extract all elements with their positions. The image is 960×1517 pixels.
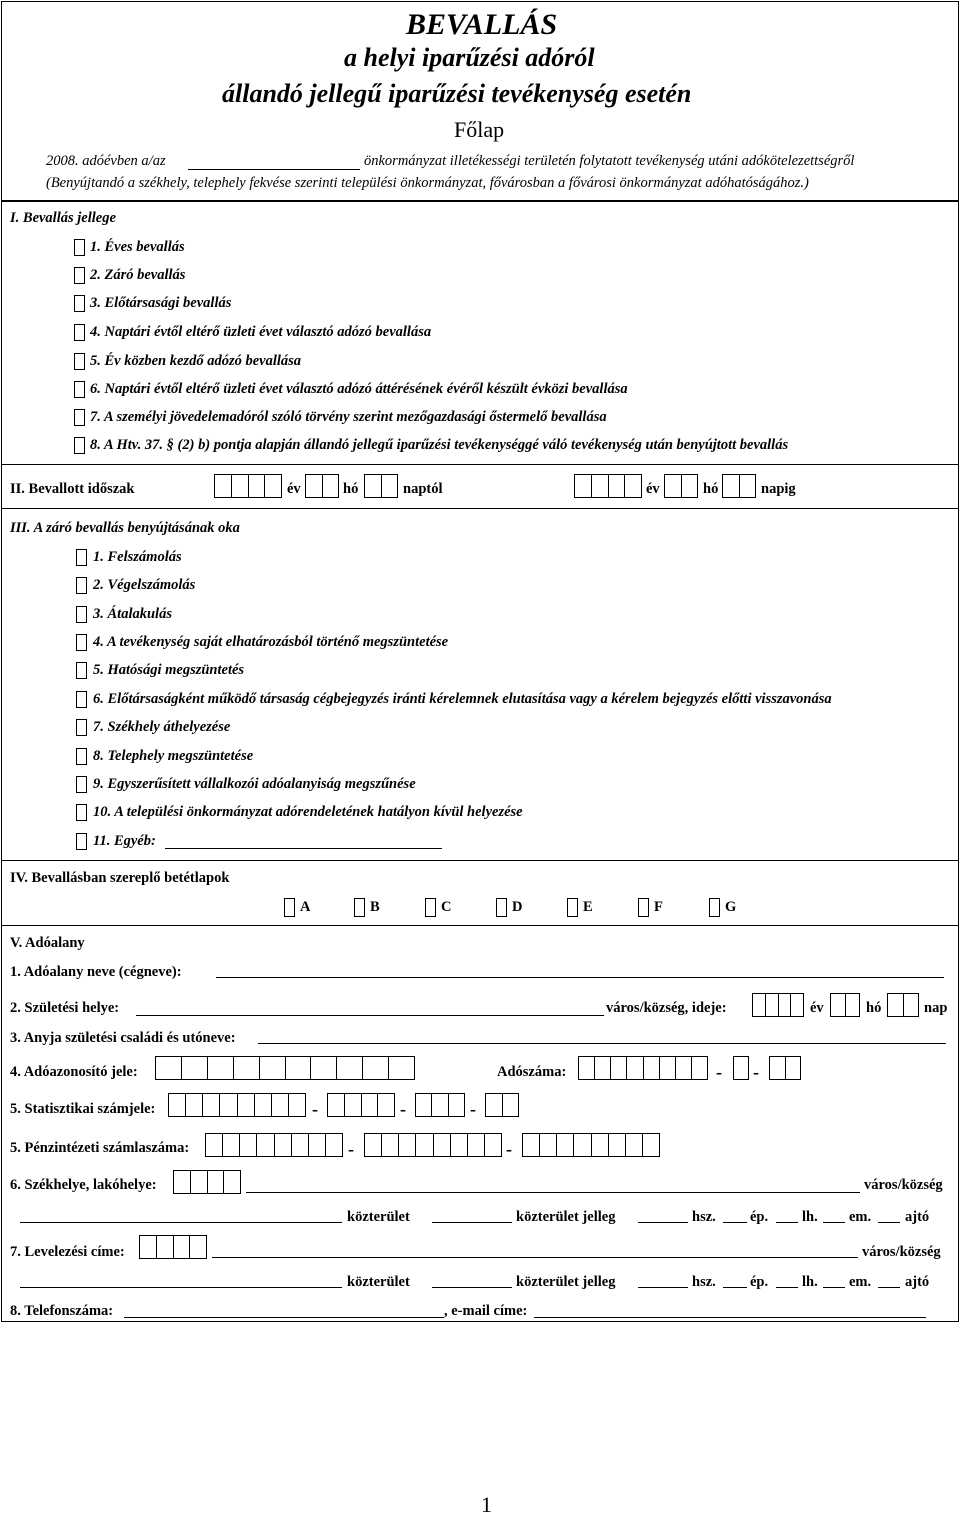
checkbox-fiscal-year[interactable] — [74, 324, 85, 341]
mailing-building-field[interactable] — [723, 1287, 747, 1288]
mailing-house-no-field[interactable] — [638, 1287, 688, 1288]
reason-eva-end: 9. Egyszerűsített vállalkozói adóalanyiság megszűnése — [93, 776, 416, 792]
page-number: 1 — [481, 1492, 492, 1517]
taxpayer-name-field[interactable] — [216, 977, 944, 978]
birth-year-label: év — [810, 1000, 824, 1016]
house-no-label: hsz. — [692, 1209, 716, 1225]
bank-account-label: 5. Pénzintézeti számlaszáma: — [10, 1140, 190, 1156]
checkbox-official-termination[interactable] — [76, 662, 87, 679]
reason-official-termination: 5. Hatósági megszüntetés — [93, 662, 245, 678]
checkbox-own-termination[interactable] — [76, 634, 87, 651]
period-end-year-input[interactable] — [574, 474, 642, 498]
birth-day-label: nap — [924, 1000, 948, 1016]
floor-label: em. — [849, 1209, 872, 1225]
checkbox-sheet-e[interactable] — [567, 898, 578, 917]
checkbox-liquidation[interactable] — [76, 549, 87, 566]
option-annual: 1. Éves bevallás — [90, 239, 185, 255]
year-line-a: 2008. adóévben a/az — [46, 153, 166, 169]
street-type-label: közterület jelleg — [516, 1209, 616, 1225]
reason-transformation: 3. Átalakulás — [93, 606, 172, 622]
stat-code-part3-input[interactable] — [415, 1093, 465, 1117]
section-3-title: III. A záró bevallás benyújtásának oka — [10, 520, 240, 536]
seat-building-field[interactable] — [723, 1222, 747, 1223]
reason-site-closure: 8. Telephely megszüntetése — [93, 748, 254, 764]
month-label-2: hó — [703, 481, 719, 497]
checkbox-midyear-start[interactable] — [74, 353, 85, 370]
checkbox-annual[interactable] — [74, 239, 85, 256]
period-start-month-input[interactable] — [305, 474, 339, 498]
seat-floor-field[interactable] — [823, 1222, 845, 1223]
reason-liquidation: 1. Felszámolás — [93, 549, 182, 565]
page-label: Főlap — [454, 117, 505, 142]
to-day-label: napig — [761, 481, 796, 497]
dash: - — [400, 1099, 406, 1119]
checkbox-sheet-d[interactable] — [496, 898, 507, 917]
section-2-title: II. Bevallott időszak — [10, 481, 135, 497]
period-start-year-input[interactable] — [214, 474, 282, 498]
birth-place-label: 2. Születési helye: — [10, 1000, 120, 1016]
checkbox-sheet-c[interactable] — [425, 898, 436, 917]
birth-month-input[interactable] — [830, 993, 860, 1017]
house-no-label: hsz. — [692, 1274, 716, 1290]
option-farmer: 7. A személyi jövedelemadóról szóló törvény szerint mezőgazdasági őstermelő bevallása — [90, 409, 607, 425]
bank-account-part3-input[interactable] — [522, 1133, 660, 1157]
street-label: közterület — [347, 1274, 410, 1290]
tax-number-label: Adószáma: — [497, 1064, 567, 1080]
stat-code-part2-input[interactable] — [327, 1093, 395, 1117]
staircase-label: lh. — [802, 1274, 818, 1290]
tax-id-label: 4. Adóazonosító jele: — [10, 1064, 138, 1080]
city-date-label: város/község, ideje: — [606, 1000, 727, 1016]
checkbox-sheet-b[interactable] — [354, 898, 365, 917]
period-end-day-input[interactable] — [722, 474, 756, 498]
door-label: ajtó — [905, 1274, 930, 1290]
birth-year-input[interactable] — [752, 993, 804, 1017]
street-type-label: közterület jelleg — [516, 1274, 616, 1290]
birth-day-input[interactable] — [887, 993, 919, 1017]
checkbox-decree-repeal[interactable] — [76, 804, 87, 821]
phone-field[interactable] — [124, 1317, 444, 1318]
tax-number-county-input[interactable] — [769, 1056, 801, 1080]
option-pre-company: 3. Előtársasági bevallás — [90, 295, 232, 311]
submission-note: (Benyújtandó a székhely, telephely fekvése szerinti települési önkormányzat, fővárosban a fővárosi önkormányzat adóhatóságához.) — [46, 175, 809, 191]
building-label: ép. — [750, 1274, 769, 1290]
checkbox-sheet-f[interactable] — [638, 898, 649, 917]
mailing-door-field[interactable] — [878, 1287, 900, 1288]
year-line-b: önkormányzat illetékességi területén folytatott tevékenység utáni adókötelezettségről — [364, 153, 855, 169]
tax-id-input[interactable] — [155, 1056, 415, 1080]
sheet-e-label: E — [583, 899, 593, 915]
checkbox-transition[interactable] — [74, 381, 85, 398]
checkbox-htv[interactable] — [74, 437, 85, 454]
option-htv: 8. A Htv. 37. § (2) b) pontja alapján állandó jellegű iparűzési tevékenységgé váló tevékenység után benyújtott bevallás — [90, 437, 789, 453]
mailing-street-type-field[interactable] — [432, 1287, 512, 1288]
phone-label: 8. Telefonszáma: — [10, 1303, 114, 1319]
seat-zip-input[interactable] — [173, 1170, 241, 1194]
form-subtitle-2: állandó jellegű iparűzési tevékenység esetén — [222, 79, 692, 108]
reason-pre-company-rejected: 6. Előtársaságként működő társaság cégbejegyzés iránti kérelemnek elutasítása vagy a kérelem bejegyzés előtti visszavonása — [93, 691, 832, 707]
mailing-staircase-field[interactable] — [776, 1287, 798, 1288]
checkbox-eva-end[interactable] — [76, 776, 87, 793]
taxpayer-name-label: 1. Adóalany neve (cégneve): — [10, 964, 182, 980]
checkbox-sheet-g[interactable] — [709, 898, 720, 917]
section-4-title: IV. Bevallásban szereplő betétlapok — [10, 870, 230, 886]
checkbox-dissolution[interactable] — [76, 577, 87, 594]
birth-month-label: hó — [866, 1000, 882, 1016]
building-label: ép. — [750, 1209, 769, 1225]
dash: - — [470, 1099, 476, 1119]
checkbox-seat-relocation[interactable] — [76, 719, 87, 736]
sheet-g-label: G — [725, 899, 737, 915]
stat-code-part1-input[interactable] — [168, 1093, 306, 1117]
dash: - — [753, 1062, 759, 1082]
year-label: év — [287, 481, 301, 497]
seat-door-field[interactable] — [878, 1222, 900, 1223]
month-label: hó — [343, 481, 359, 497]
mailing-floor-field[interactable] — [823, 1287, 845, 1288]
checkbox-pre-company[interactable] — [74, 295, 85, 312]
city-label: város/község — [864, 1177, 943, 1193]
sheet-f-label: F — [654, 899, 663, 915]
sheet-b-label: B — [370, 899, 380, 915]
mailing-zip-input[interactable] — [139, 1235, 207, 1259]
divider — [1, 508, 959, 509]
form-subtitle: a helyi iparűzési adóról — [344, 43, 595, 72]
other-reason-field[interactable] — [165, 848, 442, 849]
reason-dissolution: 2. Végelszámolás — [93, 577, 196, 593]
sheet-c-label: C — [441, 899, 452, 915]
dash: - — [312, 1099, 318, 1119]
stat-code-label: 5. Statisztikai számjele: — [10, 1101, 156, 1117]
option-final: 2. Záró bevallás — [90, 267, 186, 283]
period-end-month-input[interactable] — [664, 474, 698, 498]
checkbox-farmer[interactable] — [74, 409, 85, 426]
mailing-city-field[interactable] — [212, 1257, 858, 1258]
mailing-address-label: 7. Levelezési címe: — [10, 1244, 125, 1260]
checkbox-transformation[interactable] — [76, 606, 87, 623]
dash: - — [716, 1062, 722, 1082]
bank-account-part2-input[interactable] — [364, 1133, 502, 1157]
stat-code-part4-input[interactable] — [485, 1093, 519, 1117]
option-fiscal-year: 4. Naptári évtől eltérő üzleti évet választó adózó bevallása — [90, 324, 432, 340]
divider — [1, 925, 959, 926]
municipality-field[interactable] — [188, 169, 360, 170]
divider — [1, 860, 959, 861]
seat-house-no-field[interactable] — [638, 1222, 688, 1223]
sheet-a-label: A — [300, 899, 311, 915]
seat-city-field[interactable] — [246, 1192, 860, 1193]
dash: - — [348, 1139, 354, 1159]
reason-seat-relocation: 7. Székhely áthelyezése — [93, 719, 231, 735]
seat-street-type-field[interactable] — [432, 1222, 512, 1223]
email-field[interactable] — [534, 1317, 926, 1318]
tax-number-vat-input[interactable] — [733, 1056, 749, 1080]
door-label: ajtó — [905, 1209, 930, 1225]
mother-name-field[interactable] — [258, 1043, 946, 1044]
city-label: város/község — [862, 1244, 941, 1260]
sheet-d-label: D — [512, 899, 523, 915]
mother-name-label: 3. Anyja születési családi és utóneve: — [10, 1030, 236, 1046]
option-transition: 6. Naptári évtől eltérő üzleti évet választó adózó áttérésének évéről készült évközi bevallása — [90, 381, 628, 397]
divider — [1, 464, 959, 465]
from-day-label: naptól — [403, 481, 443, 497]
bank-account-part1-input[interactable] — [205, 1133, 343, 1157]
floor-label: em. — [849, 1274, 872, 1290]
section-5-title: V. Adóalany — [10, 935, 85, 951]
checkbox-sheet-a[interactable] — [284, 898, 295, 917]
email-label: , e-mail címe: — [444, 1303, 528, 1319]
seat-staircase-field[interactable] — [776, 1222, 798, 1223]
staircase-label: lh. — [802, 1209, 818, 1225]
reason-other: 11. Egyéb: — [93, 833, 156, 849]
option-midyear-start: 5. Év közben kezdő adózó bevallása — [90, 353, 302, 369]
checkbox-site-closure[interactable] — [76, 748, 87, 765]
period-start-day-input[interactable] — [364, 474, 398, 498]
checkbox-pre-company-rejected[interactable] — [76, 691, 87, 708]
street-label: közterület — [347, 1209, 410, 1225]
year-label-2: év — [646, 481, 660, 497]
form-title: BEVALLÁS — [406, 8, 558, 41]
tax-number-input[interactable] — [578, 1056, 708, 1080]
reason-decree-repeal: 10. A települési önkormányzat adórendeletének hatályon kívül helyezése — [93, 804, 523, 820]
seat-address-label: 6. Székhelye, lakóhelye: — [10, 1177, 157, 1193]
seat-street-field[interactable] — [20, 1222, 342, 1223]
birth-place-field[interactable] — [136, 1015, 604, 1016]
dash: - — [506, 1139, 512, 1159]
mailing-street-field[interactable] — [20, 1287, 342, 1288]
section-1-title: I. Bevallás jellege — [10, 210, 116, 226]
checkbox-final[interactable] — [74, 267, 85, 284]
reason-own-termination: 4. A tevékenység saját elhatározásból történő megszüntetése — [93, 634, 449, 650]
checkbox-other[interactable] — [76, 833, 87, 850]
